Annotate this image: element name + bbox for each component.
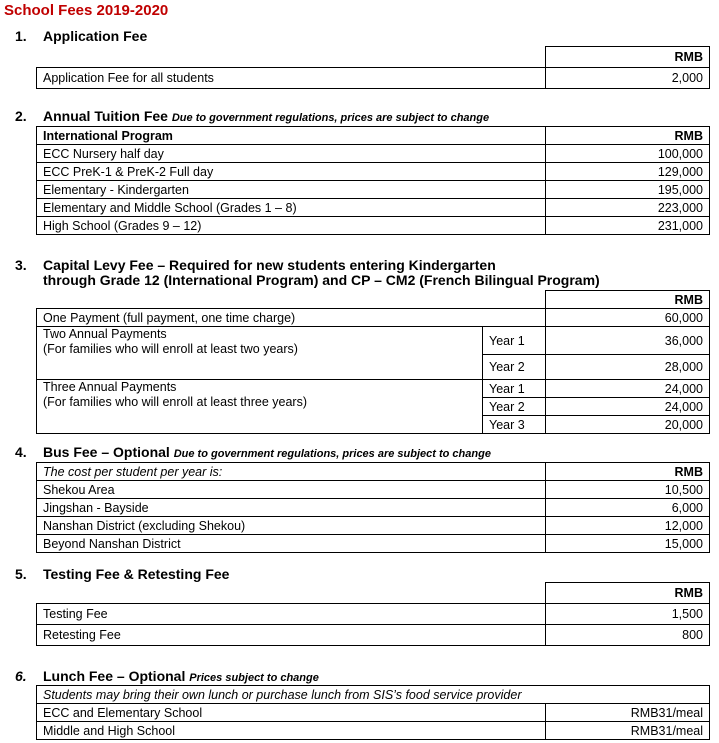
currency-header: RMB bbox=[546, 291, 710, 309]
table-row bbox=[37, 517, 710, 535]
fee-value: 28,000 bbox=[546, 355, 710, 380]
section-note: Due to government regulations, prices are subject to change bbox=[173, 448, 491, 460]
section-number: 4. bbox=[15, 444, 27, 460]
section-4-heading bbox=[15, 444, 491, 460]
lunch-fee-table bbox=[36, 685, 710, 740]
section-1-heading bbox=[15, 28, 147, 44]
testing-fee-table bbox=[36, 582, 710, 646]
section-3-heading bbox=[15, 258, 600, 288]
fee-label: Nanshan District (excluding Shekou) bbox=[37, 517, 546, 535]
table-row bbox=[37, 604, 710, 625]
table-row bbox=[37, 199, 710, 217]
table-header-row bbox=[37, 686, 710, 704]
fee-label: Application Fee for all students bbox=[37, 68, 546, 89]
table-row bbox=[37, 380, 710, 398]
year-label: Year 2 bbox=[483, 398, 546, 416]
currency-header: RMB bbox=[546, 47, 710, 68]
fee-label: Jingshan - Bayside bbox=[37, 499, 546, 517]
fee-value: RMB31/meal bbox=[546, 704, 710, 722]
fee-value: 100,000 bbox=[546, 145, 710, 163]
fee-label: Shekou Area bbox=[37, 481, 546, 499]
table-row bbox=[37, 722, 710, 740]
fee-label: Middle and High School bbox=[37, 722, 546, 740]
year-label: Year 1 bbox=[483, 380, 546, 398]
tuition-fee-table bbox=[36, 126, 710, 235]
currency-header: RMB bbox=[546, 127, 710, 145]
fee-value: 800 bbox=[546, 625, 710, 646]
section-title: Application Fee bbox=[43, 28, 148, 44]
table-row bbox=[37, 327, 710, 355]
fee-value: 2,000 bbox=[546, 68, 710, 89]
fee-label: Beyond Nanshan District bbox=[37, 535, 546, 553]
fee-sublabel: (For families who will enroll at least two years) bbox=[43, 342, 298, 356]
fee-value: 223,000 bbox=[546, 199, 710, 217]
three-payments-cell bbox=[37, 380, 483, 434]
table-row bbox=[37, 309, 710, 327]
table-header-row bbox=[37, 583, 710, 604]
table-header-row bbox=[37, 47, 710, 68]
program-header: International Program bbox=[37, 127, 546, 145]
fee-value: RMB31/meal bbox=[546, 722, 710, 740]
table-row bbox=[37, 163, 710, 181]
section-2-heading bbox=[15, 108, 489, 124]
table-row bbox=[37, 68, 710, 89]
fee-label: Three Annual Payments bbox=[43, 380, 177, 394]
section-5-heading bbox=[15, 566, 229, 582]
fee-value: 129,000 bbox=[546, 163, 710, 181]
section-title-line1: Capital Levy Fee – Required for new students entering Kindergarten bbox=[43, 257, 496, 273]
fee-label: Elementary and Middle School (Grades 1 – 8) bbox=[37, 199, 546, 217]
page-title: School Fees 2019-2020 bbox=[4, 2, 169, 19]
lunch-intro: Students may bring their own lunch or purchase lunch from SIS’s food service provider bbox=[37, 686, 710, 704]
section-title: Lunch Fee – Optional bbox=[43, 668, 186, 684]
fee-value: 60,000 bbox=[546, 309, 710, 327]
fee-value: 12,000 bbox=[546, 517, 710, 535]
table-row bbox=[37, 625, 710, 646]
section-number: 2. bbox=[15, 108, 27, 124]
table-row bbox=[37, 499, 710, 517]
section-number: 3. bbox=[15, 257, 27, 273]
fee-value: 10,500 bbox=[546, 481, 710, 499]
section-title: Bus Fee – Optional bbox=[43, 444, 170, 460]
section-number: 6. bbox=[15, 668, 27, 684]
year-label: Year 3 bbox=[483, 416, 546, 434]
fee-sublabel: (For families who will enroll at least three years) bbox=[43, 395, 307, 409]
capital-levy-table bbox=[36, 290, 710, 434]
table-row bbox=[37, 704, 710, 722]
two-payments-cell bbox=[37, 327, 483, 380]
table-row bbox=[37, 481, 710, 499]
section-6-heading bbox=[15, 668, 319, 684]
table-row bbox=[37, 181, 710, 199]
fee-value: 36,000 bbox=[546, 327, 710, 355]
fee-value: 20,000 bbox=[546, 416, 710, 434]
fee-value: 24,000 bbox=[546, 398, 710, 416]
section-title-line2: through Grade 12 (International Program) and CP – CM2 (French Bilingual Program) bbox=[43, 272, 600, 288]
section-number: 5. bbox=[15, 566, 27, 582]
table-row bbox=[37, 217, 710, 235]
section-title: Annual Tuition Fee bbox=[43, 108, 168, 124]
fee-value: 1,500 bbox=[546, 604, 710, 625]
application-fee-table bbox=[36, 46, 710, 89]
section-title: Testing Fee & Retesting Fee bbox=[43, 566, 230, 582]
table-header-row bbox=[37, 463, 710, 481]
currency-header: RMB bbox=[546, 583, 710, 604]
fee-label: High School (Grades 9 – 12) bbox=[37, 217, 546, 235]
fee-label: Retesting Fee bbox=[37, 625, 546, 646]
fee-value: 24,000 bbox=[546, 380, 710, 398]
fee-label: ECC PreK-1 & PreK-2 Full day bbox=[37, 163, 546, 181]
fee-label: One Payment (full payment, one time charge) bbox=[37, 309, 546, 327]
table-header-row bbox=[37, 291, 710, 309]
fee-value: 195,000 bbox=[546, 181, 710, 199]
currency-header: RMB bbox=[546, 463, 710, 481]
fee-value: 15,000 bbox=[546, 535, 710, 553]
table-header-row bbox=[37, 127, 710, 145]
fee-label: Testing Fee bbox=[37, 604, 546, 625]
year-label: Year 2 bbox=[483, 355, 546, 380]
table-row bbox=[37, 535, 710, 553]
fee-label: ECC and Elementary School bbox=[37, 704, 546, 722]
section-note: Prices subject to change bbox=[189, 672, 319, 684]
fee-value: 231,000 bbox=[546, 217, 710, 235]
fee-label: Two Annual Payments bbox=[43, 327, 167, 341]
table-row bbox=[37, 145, 710, 163]
fee-label: Elementary - Kindergarten bbox=[37, 181, 546, 199]
section-note: Due to government regulations, prices are subject to change bbox=[171, 112, 490, 124]
fee-value: 6,000 bbox=[546, 499, 710, 517]
bus-intro: The cost per student per year is: bbox=[37, 463, 546, 481]
year-label: Year 1 bbox=[483, 327, 546, 355]
fee-label: ECC Nursery half day bbox=[37, 145, 546, 163]
section-number: 1. bbox=[15, 28, 27, 44]
bus-fee-table bbox=[36, 462, 710, 553]
